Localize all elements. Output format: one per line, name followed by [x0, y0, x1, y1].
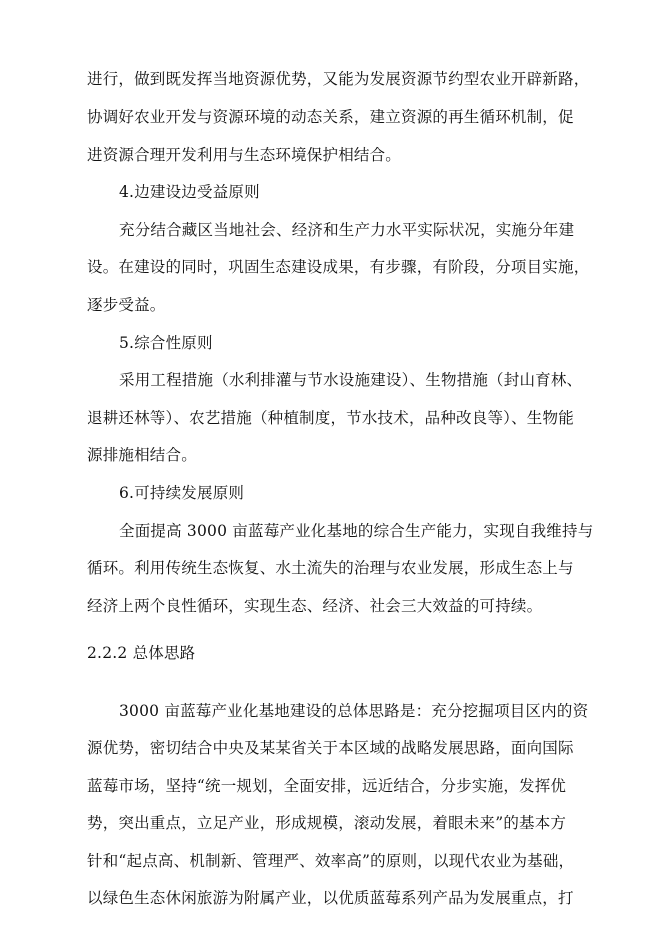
paragraph-line: 势，突出重点，立足产业，形成规模，滚动发展，着眼未来”的基本方 — [87, 814, 567, 832]
paragraph-line: 充分结合藏区当地社会、经济和生产力水平实际状况，实施分年建 — [119, 221, 575, 239]
paragraph-line: 进资源合理开发利用与生态环境保护相结合。 — [87, 146, 402, 164]
paragraph-line: 逐步受益。 — [87, 296, 166, 314]
paragraph-line: 3000 亩蓝莓产业化基地建设的总体思路是：充分挖掘项目区内的资 — [119, 702, 589, 720]
paragraph-line: 采用工程措施（水利排灌与节水设施建设）、生物措施（封山育林、 — [119, 371, 583, 389]
paragraph-line: 经济上两个良性循环，实现生态、经济、社会三大效益的可持续。 — [87, 597, 543, 615]
paragraph-line: 蓝莓市场，坚持“统一规划，全面安排，远近结合，分步实施，发挥优 — [87, 777, 567, 795]
paragraph-line: 以绿色生态休闲旅游为附属产业，以优质蓝莓系列产品为发展重点，打 — [87, 889, 574, 907]
paragraph-line: 进行，做到既发挥当地资源优势，又能为发展资源节约型农业开辟新路， — [87, 70, 590, 88]
paragraph-line: 针和“起点高、机制新、管理严、效率高”的原则，以现代农业为基础， — [87, 852, 575, 870]
paragraph-line: 设。在建设的同时，巩固生态建设成果，有步骤，有阶段，分项目实施， — [87, 258, 590, 276]
section-heading: 6.可持续发展原则 — [119, 484, 245, 502]
paragraph-line: 退耕还林等）、农艺措施（种植制度，节水技术，品种改良等）、生物能 — [87, 409, 574, 427]
paragraph-line: 协调好农业开发与资源环境的动态关系，建立资源的再生循环机制，促 — [87, 108, 574, 126]
section-heading: 5.综合性原则 — [119, 334, 213, 352]
paragraph-line: 源优势，密切结合中央及某某省关于本区域的战略发展思路，面向国际 — [87, 739, 574, 757]
paragraph-line: 源排施相结合。 — [87, 446, 197, 464]
section-heading: 4.边建设边受益原则 — [119, 183, 260, 201]
subsection-heading: 2.2.2 总体思路 — [87, 644, 196, 662]
paragraph-line: 全面提高 3000 亩蓝莓产业化基地的综合生产能力，实现自我维持与 — [119, 522, 594, 540]
paragraph-line: 循环。利用传统生态恢复、水土流失的治理与农业发展，形成生态上与 — [87, 559, 574, 577]
